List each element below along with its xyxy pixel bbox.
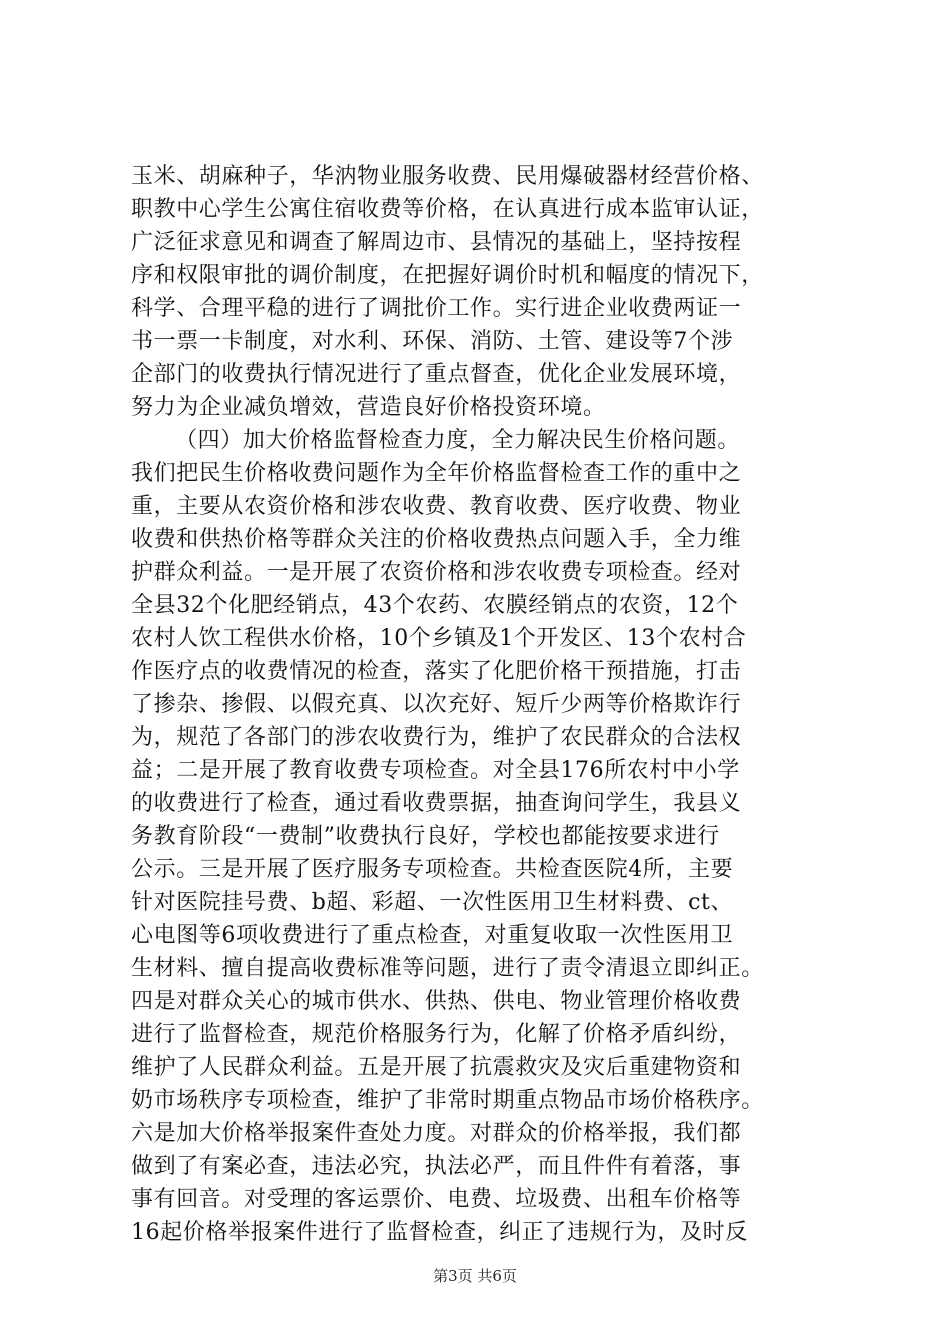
text-line: 做到了有案必查，违法必究，执法必严，而且件件有着落，事 xyxy=(131,1154,742,1179)
text-line: 为，规范了各部门的涉农收费行为，维护了农民群众的合法权 xyxy=(131,725,742,750)
text-line: 事有回音。对受理的客运票价、电费、垃圾费、出租车价格等 xyxy=(131,1187,742,1212)
text-line: 全县32个化肥经销点，43个农药、农膜经销点的农资，12个 xyxy=(131,593,739,618)
text-line: 企部门的收费执行情况进行了重点督查，优化企业发展环境， xyxy=(131,362,742,387)
text-line: 针对医院挂号费、b超、彩超、一次性医用卫生材料费、ct、 xyxy=(131,890,734,915)
text-line: 农村人饮工程供水价格，10个乡镇及1个开发区、13个农村合 xyxy=(131,626,747,651)
text-line: 我们把民生价格收费问题作为全年价格监督检查工作的重中之 xyxy=(131,461,742,486)
text-line: 序和权限审批的调价制度，在把握好调价时机和幅度的情况下， xyxy=(131,263,764,288)
document-body xyxy=(131,160,831,1249)
text-line: 科学、合理平稳的进行了调批价工作。实行进企业收费两证一 xyxy=(131,296,742,321)
text-line: 16起价格举报案件进行了监督检查，纠正了违规行为，及时反 xyxy=(131,1220,748,1245)
text-line: 护群众利益。一是开展了农资价格和涉农收费专项检查。经对 xyxy=(131,560,742,585)
text-line: 奶市场秩序专项检查，维护了非常时期重点物品市场价格秩序。 xyxy=(131,1088,764,1113)
page-number-footer: 第3页 共6页 xyxy=(433,1267,517,1285)
text-line: 心电图等6项收费进行了重点检查，对重复收取一次性医用卫 xyxy=(131,923,734,948)
text-line: 职教中心学生公寓住宿收费等价格，在认真进行成本监审认证， xyxy=(131,197,764,222)
text-line: 生材料、擅自提高收费标准等问题，进行了责令清退立即纠正。 xyxy=(131,956,764,981)
text-line: 务教育阶段“一费制”收费执行良好，学校也都能按要求进行 xyxy=(131,824,720,849)
text-line: 了掺杂、掺假、以假充真、以次充好、短斤少两等价格欺诈行 xyxy=(131,692,742,717)
text-line: 四是对群众关心的城市供水、供热、供电、物业管理价格收费 xyxy=(131,989,742,1014)
text-line: 公示。三是开展了医疗服务专项检查。共检查医院4所，主要 xyxy=(131,857,734,882)
text-line: 六是加大价格举报案件查处力度。对群众的价格举报，我们都 xyxy=(131,1121,742,1146)
text-line: 进行了监督检查，规范价格服务行为，化解了价格矛盾纠纷， xyxy=(131,1022,742,1047)
text-line: 作医疗点的收费情况的检查，落实了化肥价格干预措施，打击 xyxy=(131,659,742,684)
text-line: 努力为企业减负增效，营造良好价格投资环境。 xyxy=(131,395,606,420)
text-line: 重，主要从农资价格和涉农收费、教育收费、医疗收费、物业 xyxy=(131,494,742,519)
text-line: 维护了人民群众利益。五是开展了抗震救灾及灾后重建物资和 xyxy=(131,1055,742,1080)
text-line: 的收费进行了检查，通过看收费票据，抽查询问学生，我县义 xyxy=(131,791,742,816)
text-line: 广泛征求意见和调查了解周边市、县情况的基础上，坚持按程 xyxy=(131,230,742,255)
text-line: 书一票一卡制度，对水利、环保、消防、土管、建设等7个涉 xyxy=(131,329,734,354)
text-line: 益；二是开展了教育收费专项检查。对全县176所农村中小学 xyxy=(131,758,740,783)
text-line: 玉米、胡麻种子，华汭物业服务收费、民用爆破器材经营价格、 xyxy=(131,164,764,189)
text-line: 收费和供热价格等群众关注的价格收费热点问题入手，全力维 xyxy=(131,527,742,552)
section-heading-line: （四）加大价格监督检查力度，全力解决民生价格问题。 xyxy=(175,428,741,453)
